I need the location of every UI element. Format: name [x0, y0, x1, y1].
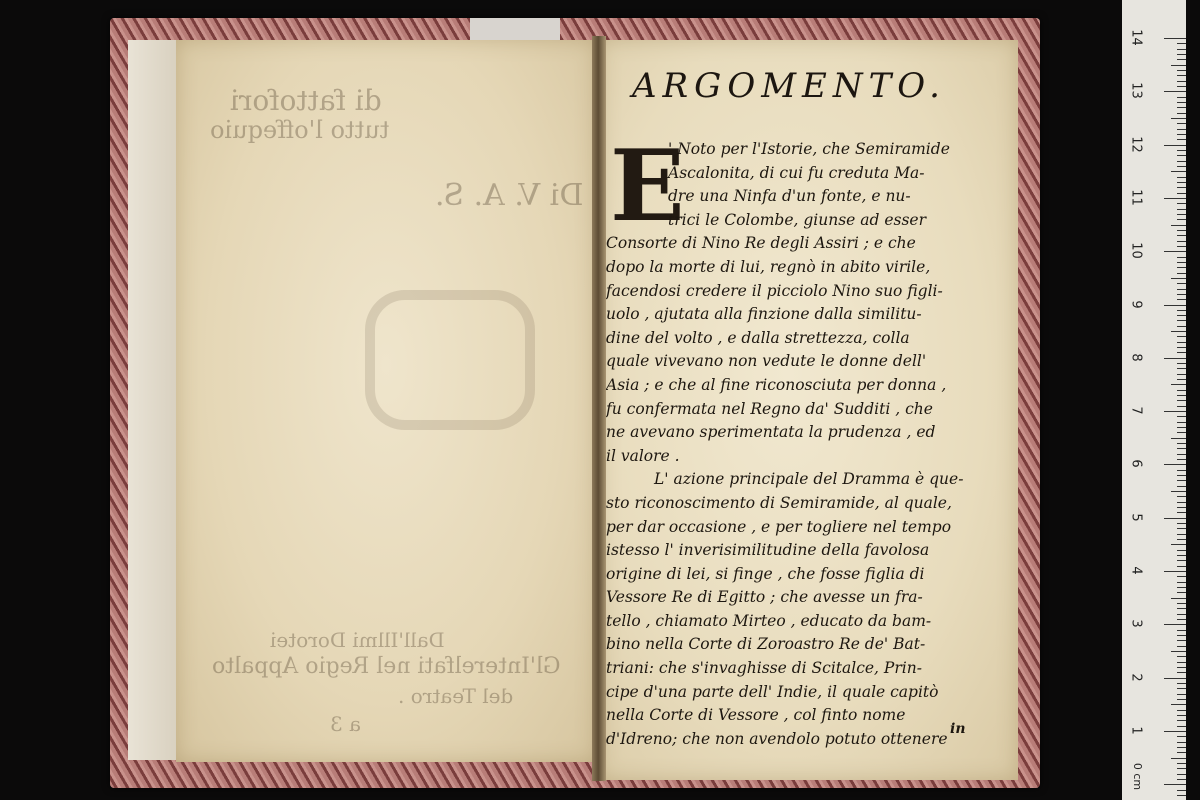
ruler-unit-label: 0 cm	[1131, 762, 1145, 791]
ruler-tick	[1177, 672, 1186, 673]
text-line: sto riconoscimento di Semiramide, al quale,	[606, 493, 952, 512]
text-line: ne avevano sperimentata la prudenza , ed	[606, 423, 936, 442]
ruler-tick	[1171, 278, 1186, 279]
text-line: trici le Colombe, giunse ad esser	[668, 210, 926, 229]
ruler-number: 8	[1128, 353, 1144, 362]
ruler-tick	[1177, 683, 1186, 684]
ruler-tick	[1177, 763, 1186, 764]
ruler-tick	[1177, 656, 1186, 657]
ruler-tick	[1177, 59, 1186, 60]
ruler-tick	[1177, 528, 1186, 529]
ruler-number: 2	[1128, 672, 1144, 682]
text-line: dre una Ninfa d'un fonte, e nu-	[668, 187, 911, 206]
ruler-tick	[1177, 129, 1186, 130]
ruler-tick	[1177, 630, 1186, 631]
ruler-tick	[1171, 758, 1186, 759]
ruler-tick	[1177, 475, 1186, 476]
ruler-tick	[1177, 662, 1186, 663]
ruler-tick	[1177, 214, 1186, 215]
ruler-tick	[1177, 427, 1186, 428]
drop-cap: E	[610, 129, 685, 244]
bleed-through-ornament	[365, 290, 535, 430]
ruler-tick	[1177, 603, 1186, 604]
ruler-tick	[1164, 518, 1186, 519]
text-line: origine di lei, si finge , che fosse figlia di	[606, 564, 925, 583]
ruler-tick	[1164, 145, 1186, 146]
text-line: dopo la morte di lui, regnò in abito virile,	[606, 257, 931, 276]
ruler-tick	[1177, 688, 1186, 689]
ruler-tick	[1177, 667, 1186, 668]
ruler-tick	[1177, 230, 1186, 231]
ruler-tick	[1177, 273, 1186, 274]
text-line: tello , chiamato Mirteo , educato da bam-	[606, 611, 932, 630]
ruler-tick	[1177, 166, 1186, 167]
ruler-tick	[1177, 267, 1186, 268]
ruler-tick	[1177, 507, 1186, 508]
ruler-tick	[1177, 134, 1186, 135]
ruler-tick	[1177, 715, 1186, 716]
ruler-tick	[1177, 790, 1186, 791]
bleed-line: a 3	[330, 712, 362, 736]
bleed-line: del Teatro .	[398, 684, 514, 708]
ruler-tick	[1177, 400, 1186, 401]
ruler-tick	[1177, 363, 1186, 364]
text-line: ' Noto per l'Istorie, che Semiramide	[668, 140, 950, 158]
measurement-ruler	[1122, 0, 1186, 800]
ruler-number: 1	[1128, 726, 1144, 735]
ruler-tick	[1177, 432, 1186, 433]
ruler-tick	[1177, 640, 1186, 641]
ruler-tick	[1177, 155, 1186, 156]
ruler-tick	[1164, 38, 1186, 39]
ruler-tick	[1177, 694, 1186, 695]
text-line: bino nella Corte di Zoroastro Re de' Bat-	[606, 635, 926, 654]
ruler-tick	[1177, 374, 1186, 375]
ruler-tick	[1177, 315, 1186, 316]
ruler-tick	[1177, 283, 1186, 284]
ruler-tick	[1177, 257, 1186, 258]
text-line: cipe d'una parte dell' Indie, il quale capitò	[606, 682, 939, 701]
ruler-tick	[1177, 710, 1186, 711]
text-line: dine del volto , e dalla strettezza, colla	[606, 328, 910, 347]
ruler-tick	[1177, 123, 1186, 124]
ruler-tick	[1177, 182, 1186, 183]
ruler-tick	[1177, 555, 1186, 556]
ruler-tick	[1177, 107, 1186, 108]
ruler-tick	[1164, 678, 1186, 679]
text-line: quale vivevano non vedute le donne dell'	[606, 352, 927, 371]
bleed-line: di fattofori	[230, 84, 382, 117]
ruler-tick	[1171, 384, 1186, 385]
ruler-tick	[1177, 406, 1186, 407]
ruler-tick	[1177, 49, 1186, 50]
ruler-tick	[1171, 438, 1186, 439]
ruler-tick	[1164, 464, 1186, 465]
ruler-tick	[1177, 720, 1186, 721]
bleed-line: Di V. A. S.	[435, 178, 584, 213]
ruler-tick	[1177, 113, 1186, 114]
ruler-tick	[1177, 608, 1186, 609]
text-line: istesso l' inverisimilitudine della favolosa	[606, 541, 930, 560]
ruler-number: 9	[1128, 299, 1144, 309]
ruler-tick	[1177, 347, 1186, 348]
ruler-tick	[1177, 582, 1186, 583]
ruler-tick	[1177, 736, 1186, 737]
ruler-tick	[1177, 502, 1186, 503]
ruler-tick	[1177, 619, 1186, 620]
ruler-number: 12	[1128, 135, 1144, 153]
ruler-tick	[1164, 411, 1186, 412]
ruler-tick	[1171, 651, 1186, 652]
bleed-line: Dall'Illmi Dorotei	[270, 628, 445, 652]
ruler-tick	[1177, 459, 1186, 460]
ruler-tick	[1177, 379, 1186, 380]
ruler-tick	[1177, 742, 1186, 743]
ruler-tick	[1177, 368, 1186, 369]
text-line: Vessore Re di Egitto ; che avesse un fra-	[606, 588, 923, 607]
ruler-tick	[1177, 70, 1186, 71]
text-line: Asia ; e che al fine riconosciuta per donna ,	[606, 375, 947, 394]
ruler-number: 3	[1128, 619, 1144, 628]
ruler-number: 5	[1128, 513, 1144, 522]
ruler-tick	[1177, 443, 1186, 444]
ruler-tick	[1177, 336, 1186, 337]
ruler-tick	[1177, 747, 1186, 748]
ruler-tick	[1177, 75, 1186, 76]
ruler-tick	[1177, 566, 1186, 567]
body-text	[606, 129, 998, 751]
page-heading: ARGOMENTO.	[632, 66, 946, 106]
ruler-tick	[1177, 395, 1186, 396]
ruler-number: 7	[1128, 406, 1144, 415]
ruler-tick	[1164, 198, 1186, 199]
text-line: fu confermata nel Regno da' Sudditi , che	[606, 399, 933, 418]
ruler-tick	[1164, 571, 1186, 572]
book-gutter	[592, 36, 606, 781]
ruler-tick	[1177, 587, 1186, 588]
ruler-tick	[1171, 544, 1186, 545]
ruler-tick	[1177, 592, 1186, 593]
ruler-tick	[1177, 523, 1186, 524]
ruler-tick	[1177, 768, 1186, 769]
ruler-tick	[1177, 54, 1186, 55]
text-line: L' azione principale del Dramma è que-	[654, 470, 964, 489]
ruler-tick	[1177, 560, 1186, 561]
ruler-tick	[1177, 550, 1186, 551]
ruler-tick	[1164, 305, 1186, 306]
ruler-tick	[1177, 187, 1186, 188]
ruler-tick	[1177, 480, 1186, 481]
ruler-tick	[1177, 726, 1186, 727]
ruler-number: 4	[1128, 566, 1144, 575]
bleed-line: Gl'Interelfati nel Regio Appalto	[212, 654, 561, 679]
ruler-tick	[1177, 43, 1186, 44]
ruler-tick	[1177, 534, 1186, 535]
ruler-tick	[1177, 139, 1186, 140]
catchword: in	[950, 721, 966, 737]
ruler-tick	[1177, 486, 1186, 487]
ruler-tick	[1177, 246, 1186, 247]
ruler-tick	[1171, 491, 1186, 492]
ruler-tick	[1164, 624, 1186, 625]
bleed-line: tutto l'offequio	[210, 116, 390, 144]
text-line: triani: che s'invaghisse di Scitalce, Prin-	[606, 659, 922, 678]
ruler-tick	[1177, 326, 1186, 327]
ruler-tick	[1177, 241, 1186, 242]
ruler-tick	[1171, 598, 1186, 599]
ruler-number: 14	[1128, 29, 1144, 46]
ruler-tick	[1177, 614, 1186, 615]
ruler-tick	[1177, 193, 1186, 194]
ruler-tick	[1177, 310, 1186, 311]
ruler-tick	[1177, 646, 1186, 647]
ruler-tick	[1177, 235, 1186, 236]
text-line: facendosi credere il picciolo Nino suo figli-	[606, 281, 943, 300]
ruler-tick	[1177, 81, 1186, 82]
flyleaf-edge	[128, 40, 176, 760]
ruler-tick	[1177, 219, 1186, 220]
ruler-number: 11	[1128, 189, 1144, 206]
spine-strip	[470, 18, 560, 40]
ruler-tick	[1164, 731, 1186, 732]
ruler-tick	[1171, 118, 1186, 119]
ruler-tick	[1171, 65, 1186, 66]
ruler-tick	[1177, 699, 1186, 700]
ruler-tick	[1171, 225, 1186, 226]
ruler-tick	[1177, 512, 1186, 513]
ruler-tick	[1177, 289, 1186, 290]
ruler-tick	[1177, 294, 1186, 295]
ruler-tick	[1177, 102, 1186, 103]
ruler-tick	[1177, 342, 1186, 343]
ruler-tick	[1171, 704, 1186, 705]
ruler-tick	[1177, 470, 1186, 471]
ruler-tick	[1177, 203, 1186, 204]
ruler-tick	[1177, 774, 1186, 775]
ruler-tick	[1177, 299, 1186, 300]
ruler-tick	[1177, 177, 1186, 178]
text-line: nella Corte di Vessore , col finto nome	[606, 706, 906, 725]
ruler-tick	[1177, 209, 1186, 210]
ruler-number: 6	[1128, 459, 1144, 469]
ruler-tick	[1177, 422, 1186, 423]
ruler-number: 13	[1128, 82, 1144, 100]
ruler-tick	[1177, 454, 1186, 455]
ruler-tick	[1177, 390, 1186, 391]
ruler-tick	[1177, 161, 1186, 162]
ruler-number: 10	[1128, 242, 1144, 259]
ruler-tick	[1177, 320, 1186, 321]
ruler-tick	[1177, 496, 1186, 497]
ruler-tick	[1171, 171, 1186, 172]
ruler-tick	[1177, 262, 1186, 263]
ruler-tick	[1177, 576, 1186, 577]
text-line: Ascalonita, di cui fu creduta Ma-	[668, 163, 925, 182]
ruler-tick	[1177, 635, 1186, 636]
text-line: uolo , ajutata alla finzione dalla similitu-	[606, 305, 922, 324]
ruler-tick	[1177, 752, 1186, 753]
ruler-tick	[1177, 97, 1186, 98]
ruler-tick	[1164, 784, 1186, 785]
ruler-tick	[1177, 795, 1186, 796]
ruler-tick	[1177, 352, 1186, 353]
text-line: d'Idreno; che non avendolo potuto ottenere	[606, 729, 948, 748]
text-line: Consorte di Nino Re degli Assiri ; e che	[606, 234, 916, 253]
ruler-tick	[1177, 150, 1186, 151]
ruler-tick	[1177, 539, 1186, 540]
ruler-tick	[1177, 779, 1186, 780]
ruler-tick	[1177, 416, 1186, 417]
text-line: per dar occasione , e per togliere nel tempo	[606, 517, 952, 536]
ruler-tick	[1177, 86, 1186, 87]
text-line: il valore .	[606, 446, 680, 465]
ruler-tick	[1164, 91, 1186, 92]
ruler-tick	[1164, 251, 1186, 252]
ruler-tick	[1177, 448, 1186, 449]
ruler-tick	[1164, 358, 1186, 359]
ruler-tick	[1171, 331, 1186, 332]
